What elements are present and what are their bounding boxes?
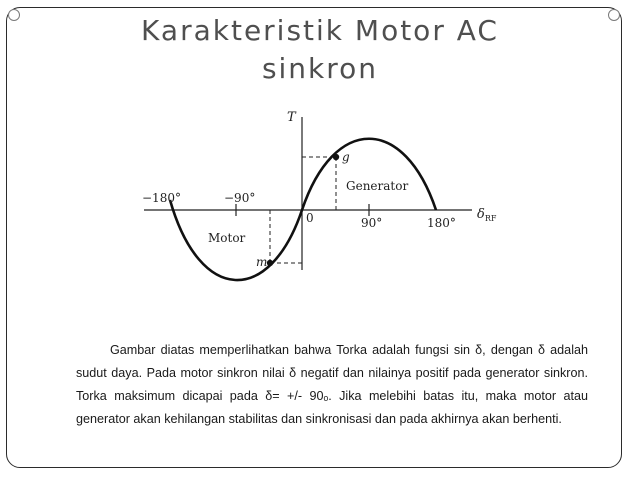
- point-g-marker: [333, 154, 339, 160]
- x-axis-label: $\delta_{RF}$: [477, 207, 497, 223]
- tick-label-neg90: −90°: [224, 191, 256, 205]
- tick-label-0: 0: [306, 211, 314, 225]
- region-label-generator: Generator: [346, 179, 409, 193]
- slide-title-line2: sinkron: [261, 52, 379, 85]
- y-axis-label: T: [287, 110, 296, 125]
- corner-ring-left: [8, 9, 20, 21]
- region-label-motor: Motor: [208, 231, 246, 245]
- tick-label-90: 90°: [361, 216, 383, 230]
- body-paragraph: Gambar diatas memperlihatkan bahwa Torka adalah fungsi sin δ, dengan δ adalah sudut daya. Pada motor sinkron nilai δ negatif dan nilainya positif pada generator sinkron. Torka maksimum dicapai pada δ= +/- 90ₒ. Jika melebihi batas itu, maka motor atau generator akan kehilangan stabilitas dan sinkronisasi dan pada akhirnya akan berhenti.: [76, 343, 588, 426]
- torque-curve: [170, 139, 436, 280]
- slide-title-line1: Karakteristik Motor AC: [141, 14, 499, 47]
- corner-ring-right: [608, 9, 620, 21]
- tick-label-180: 180°: [427, 216, 456, 230]
- point-g-label: g: [342, 150, 350, 164]
- slide-title: [80, 12, 560, 88]
- tick-label-neg180: −180°: [142, 191, 181, 205]
- point-m-label: m: [256, 255, 268, 269]
- point-m-marker: [267, 260, 273, 266]
- torque-angle-diagram: [130, 105, 510, 285]
